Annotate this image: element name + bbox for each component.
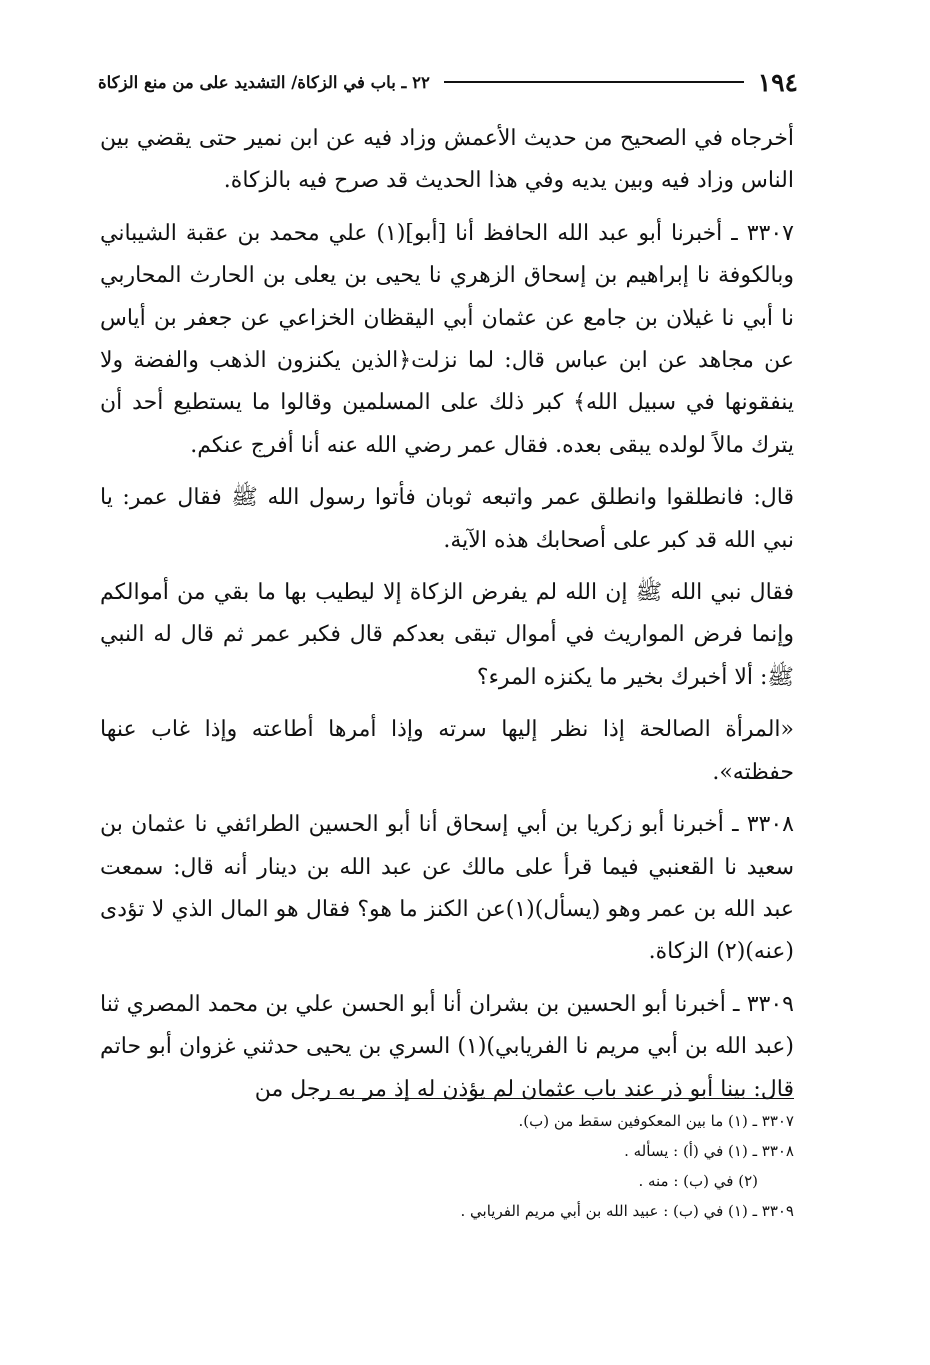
paragraph-hadith-3308: ٣٣٠٨ ـ أخبرنا أبو زكريا بن أبي إسحاق أنا أبو الحسين الطرائفي نا عثمان بن سعيد نا القعنبي فيما قرأ على مالك عن عبد الله بن دينار أنه قال: سمعت عبد الله بن عمر وهو (يسأل)(١)عن الكنز ما هو؟ فقال هو المال الذي لا تؤدى (عنه)(٢) الزكاة. <box>100 812 794 965</box>
footnote-3309-1: ٣٣٠٩ ـ (١) في (ب) : عبيد الله بن أبي مريم الفريابي . <box>460 1202 794 1220</box>
paragraph-3307-prophet-reply: فقال نبي الله ﷺ إن الله لم يفرض الزكاة إلا ليطيب بها ما بقي من أموالكم وإنما فرض المواريث في أموال تبقى بعدكم قال فكبر عمر ثم قال له النبي ﷺ: ألا أخبرك بخير ما يكنزه المرء؟ <box>100 580 794 690</box>
page-number: ١٩٤ <box>757 67 798 97</box>
paragraph-hadith-3309: ٣٣٠٩ ـ أخبرنا أبو الحسين بن بشران أنا أبو الحسن علي بن محمد المصري ثنا (عبد الله بن أبي مريم نا الفريابي)(١) السري بن يحيى حدثني غزوان أبو حاتم قال: بينا أبو ذر عند باب عثمان لم يؤذن له إذ مر به رجل من <box>100 991 794 1102</box>
paragraph-continuation: أخرجاه في الصحيح من حديث الأعمش وزاد فيه عن ابن نمير حتى يقضي بين الناس وزاد فيه وبين يديه وفي هذا الحديث قد صرح فيه بالزكاة. <box>100 126 794 194</box>
header-rule <box>444 81 744 83</box>
footnote-3307-1: ٣٣٠٧ ـ (١) ما بين المعكوفين سقط من (ب). <box>518 1112 794 1130</box>
footnote-rule <box>318 1098 794 1099</box>
footnote-3308-2: (٢) في (ب) : منه . <box>638 1172 758 1190</box>
footnotes <box>100 1106 794 1226</box>
paragraph-hadith-3307: ٣٣٠٧ ـ أخبرنا أبو عبد الله الحافظ أنا [أبو](١) علي محمد بن عقبة الشيباني وبالكوفة نا إبراهيم بن إسحاق الزهري نا يحيى بن يعلى بن الحارث المحاربي نا أبي نا غيلان بن جامع عن عثمان أبي اليقظان الخزاعي عن جعفر بن أياس عن مجاهد عن ابن عباس قال: لما نزلت﴿الذين يكنزون الذهب والفضة ولا ينفقونها في سبيل الله﴾ كبر ذلك على المسلمين وقالوا ما يستطيع أحد أن يترك مالاً لولده يبقى بعده. فقال عمر رضي الله عنه أنا أفرج عنكم. <box>100 220 794 458</box>
paragraph-3307-umar: قال: فانطلقوا وانطلق عمر واتبعه ثوبان فأتوا رسول الله ﷺ فقال عمر: يا نبي الله قد كبر على أصحابك هذه الآية. <box>100 485 794 553</box>
running-title: ٢٢ ـ باب في الزكاة/ التشديد على من منع الزكاة <box>98 72 430 92</box>
paragraph-3307-righteous-woman: «المرأة الصالحة إذا نظر إليها سرته وإذا أمرها أطاعته وإذا غاب عنها حفظته». <box>100 717 794 785</box>
footnote-3308-1: ٣٣٠٨ ـ (١) في (أ) : يسأله . <box>624 1142 794 1160</box>
main-text <box>100 118 794 1121</box>
page-header <box>98 62 798 102</box>
